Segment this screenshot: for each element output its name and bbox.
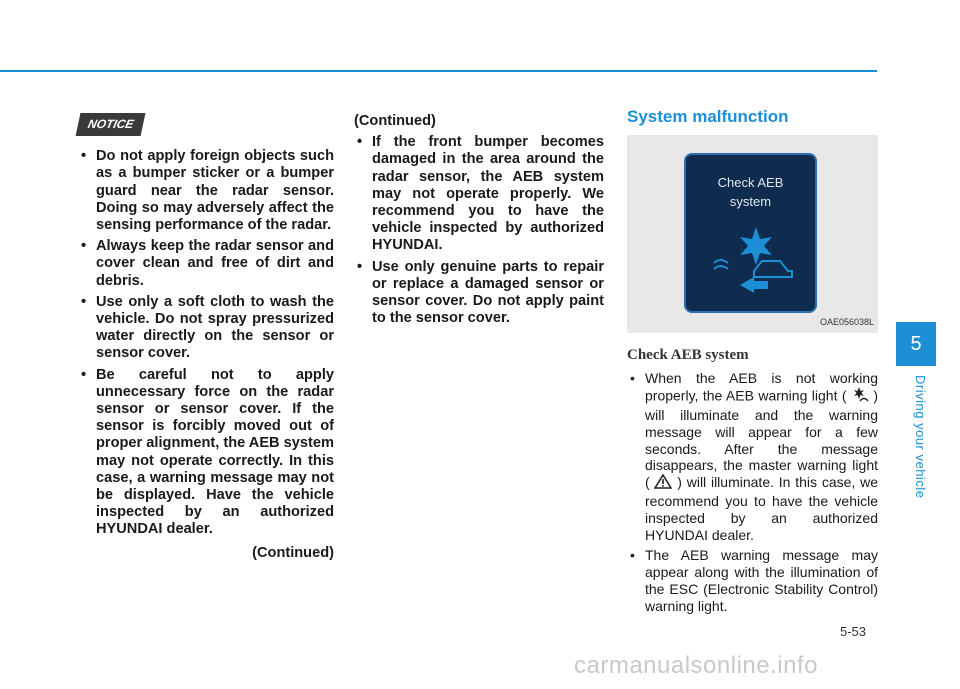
item-text-middle: ) will illuminate and the warning message will appear for a few seconds. After the message disappears, the master warning light ( xyxy=(645,387,879,491)
notice-column-2 xyxy=(354,113,604,331)
notice-list-1 xyxy=(78,148,334,538)
list-item: • If the front bumper becomes damaged in the area around the radar sensor, the AEB system may not operate properly. We recommend you to have the vehicle inspected by authorized HYUNDAI. xyxy=(354,134,604,254)
cluster-display xyxy=(684,153,817,313)
display-line-1: Check AEB xyxy=(717,175,784,191)
continued-label: (Continued) xyxy=(252,544,334,561)
section-title: System malfunction xyxy=(627,107,789,126)
list-item: • Use only a soft cloth to wash the vehicle. Do not spray pressurized water directly on the sensor or sensor cover. xyxy=(78,294,334,363)
list-item: • Be careful not to apply unnecessary force on the radar sensor or sensor cover. If the sensor is forcibly moved out of proper alignment, the AEB system may not operate correctly. In this case, a warning message may not be displayed. Have the vehicle inspected by an authorized HYUNDAI dealer. xyxy=(78,367,334,539)
notice-list-2 xyxy=(354,134,604,327)
notice-badge: NOTICE xyxy=(76,113,146,136)
aeb-warning-icon xyxy=(851,387,869,407)
aeb-collision-icon xyxy=(704,227,800,299)
notice-column-1 xyxy=(78,113,334,562)
figure-code: OAE056038L xyxy=(819,317,874,327)
chapter-tab xyxy=(896,322,936,366)
page-number: 5-53 xyxy=(840,624,867,639)
master-warning-icon xyxy=(654,474,672,493)
list-item: • Always keep the radar sensor and cover clean and free of dirt and debris. xyxy=(78,238,334,290)
list-item: • The AEB warning message may appear along with the illumination of the ESC (Electronic Stability Control) warning light. xyxy=(627,547,878,614)
chapter-label: Driving your vehicle xyxy=(913,375,928,499)
display-line-2: system xyxy=(729,194,772,210)
display-message xyxy=(686,173,815,211)
watermark: carmanualsonline.info xyxy=(574,652,818,679)
malfunction-list xyxy=(627,370,878,614)
chapter-number: 5 xyxy=(910,333,922,355)
cluster-figure xyxy=(627,135,878,333)
list-item: • Do not apply foreign objects such as a bumper sticker or a bumper guard near the radar sensor. Doing so may adversely affect the sensing performance of the radar. xyxy=(78,148,334,234)
continued-label: (Continued) xyxy=(354,113,436,129)
list-item xyxy=(627,370,878,543)
list-item: • Use only genuine parts to repair or replace a damaged sensor or sensor cover. Do not apply paint to the sensor cover. xyxy=(354,259,604,328)
item-text-start: When the AEB is not working properly, the AEB warning light ( xyxy=(645,370,878,404)
header-rule xyxy=(0,70,877,72)
malfunction-column xyxy=(627,108,878,619)
item-text-end: ) will illuminate. In this case, we recommend you to have the vehicle inspected by an authorized HYUNDAI dealer. xyxy=(645,474,878,543)
subsection-title: Check AEB system xyxy=(627,347,749,364)
